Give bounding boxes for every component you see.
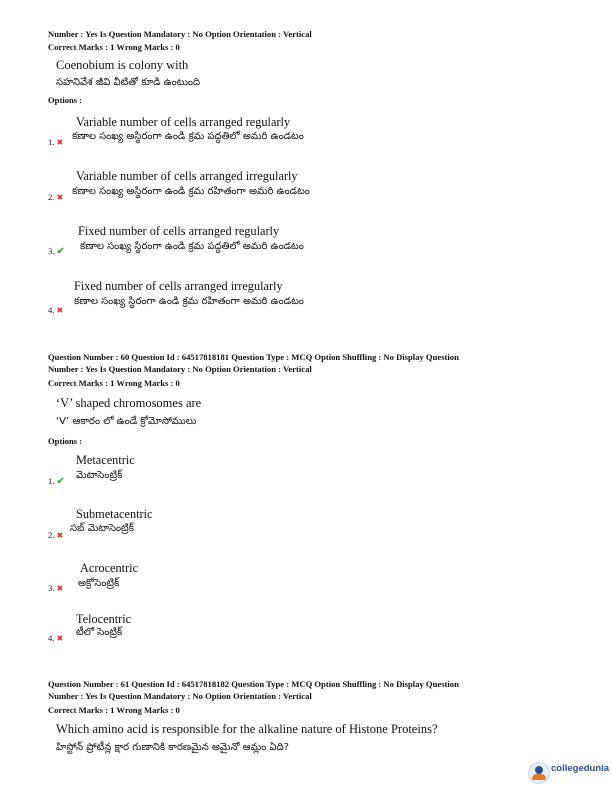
q59-text-te: సహనివేశ జీవి వీటితో కూడి ఉంటుంది xyxy=(56,77,201,88)
q60-option-2-en: Submetacentric xyxy=(76,507,153,521)
wrong-icon: ✖ xyxy=(56,634,64,643)
q59-option-4-en: Fixed number of cells arranged irregularly xyxy=(74,279,283,293)
correct-check-icon: ✔ xyxy=(56,246,65,257)
q59-option-3-en: Fixed number of cells arranged regularly xyxy=(78,224,280,238)
collegedunia-logo xyxy=(528,762,608,784)
q60-marks: Correct Marks : 1 Wrong Marks : 0 xyxy=(48,378,180,388)
q60-text-te: ‘V’ ఆకారం లో ఉండే క్రోమోసోములు xyxy=(56,416,197,427)
q60-option-2-te: సబ్ మెటాసెంట్రిక్ xyxy=(70,523,134,534)
q61-marks: Correct Marks : 1 Wrong Marks : 0 xyxy=(48,705,180,715)
q59-option-2-te: కణాల సంఖ్య అస్థిరంగా ఉండి క్రమ రహితంగా అమరి ఉండటం xyxy=(72,186,310,197)
wrong-icon: ✖ xyxy=(56,138,64,147)
q59-option-3-number: 3. ✔ xyxy=(48,246,65,257)
q59-option-4-te: కణాల సంఖ్య స్థిరంగా ఉండి క్రమ రహితంగా అమరి ఉండటం xyxy=(74,296,304,307)
correct-check-icon: ✔ xyxy=(56,476,65,487)
wrong-icon: ✖ xyxy=(56,193,64,202)
logo-emblem-icon xyxy=(528,762,550,784)
logo-wordmark: collegedunia xyxy=(551,763,610,774)
q59-option-1-te: కణాల సంఖ్య అస్థిరంగా ఉండి క్రమ పద్ధతిలో అమరి ఉండటం xyxy=(72,131,304,142)
q60-header: Question Number : 60 Question Id : 64517818181 Question Type : MCQ Option Shuffling : No Display Question xyxy=(48,352,459,362)
q60-option-3-number: 3. ✖ xyxy=(48,583,64,593)
q60-option-1-number: 1. ✔ xyxy=(48,476,65,487)
q60-option-1-te: మెటాసెంట్రిక్ xyxy=(76,470,123,481)
q61-text-en: Which amino acid is responsible for the alkaline nature of Histone Proteins? xyxy=(56,722,438,736)
q60-option-2-number: 2. ✖ xyxy=(48,530,64,540)
q60-option-4-number: 4. ✖ xyxy=(48,633,64,643)
wrong-icon: ✖ xyxy=(56,306,64,315)
q59-option-2-en: Variable number of cells arranged irregularly xyxy=(76,169,298,183)
q59-meta: Number : Yes Is Question Mandatory : No Option Orientation : Vertical xyxy=(48,29,312,39)
q59-options-label: Options : xyxy=(48,95,83,105)
q60-option-1-en: Metacentric xyxy=(76,453,135,467)
wrong-icon: ✖ xyxy=(56,531,64,540)
q60-options-label: Options : xyxy=(48,436,83,446)
q60-option-4-te: టీలో సెంట్రిక్ xyxy=(76,627,123,638)
q60-meta: Number : Yes Is Question Mandatory : No Option Orientation : Vertical xyxy=(48,364,312,374)
q61-meta: Number : Yes Is Question Mandatory : No Option Orientation : Vertical xyxy=(48,691,312,701)
wrong-icon: ✖ xyxy=(56,584,64,593)
q61-header: Question Number : 61 Question Id : 64517818182 Question Type : MCQ Option Shuffling : No Display Question xyxy=(48,679,459,689)
q60-option-3-te: అక్రోసెంట్రిక్ xyxy=(78,578,120,589)
q59-option-3-te: కణాల సంఖ్య స్థిరంగా ఉండి క్రమ పద్ధతిలో అమరి ఉండటం xyxy=(80,241,304,252)
q60-option-3-en: Acrocentric xyxy=(80,561,139,575)
q59-marks: Correct Marks : 1 Wrong Marks : 0 xyxy=(48,42,180,52)
q59-option-1-number: 1. ✖ xyxy=(48,137,64,147)
q59-option-1-en: Variable number of cells arranged regularly xyxy=(76,115,291,129)
q61-text-te: హిస్టోన్ ప్రోటీన్ల క్షార గుణానికి కారణమైన అమైనో ఆమ్లం ఏది? xyxy=(56,742,289,753)
q60-text-en: ‘V’ shaped chromosomes are xyxy=(56,396,202,410)
q60-option-4-en: Telocentric xyxy=(76,612,132,626)
q59-option-4-number: 4. ✖ xyxy=(48,305,64,315)
q59-option-2-number: 2. ✖ xyxy=(48,192,64,202)
q59-text-en: Coenobium is colony with xyxy=(56,58,189,72)
